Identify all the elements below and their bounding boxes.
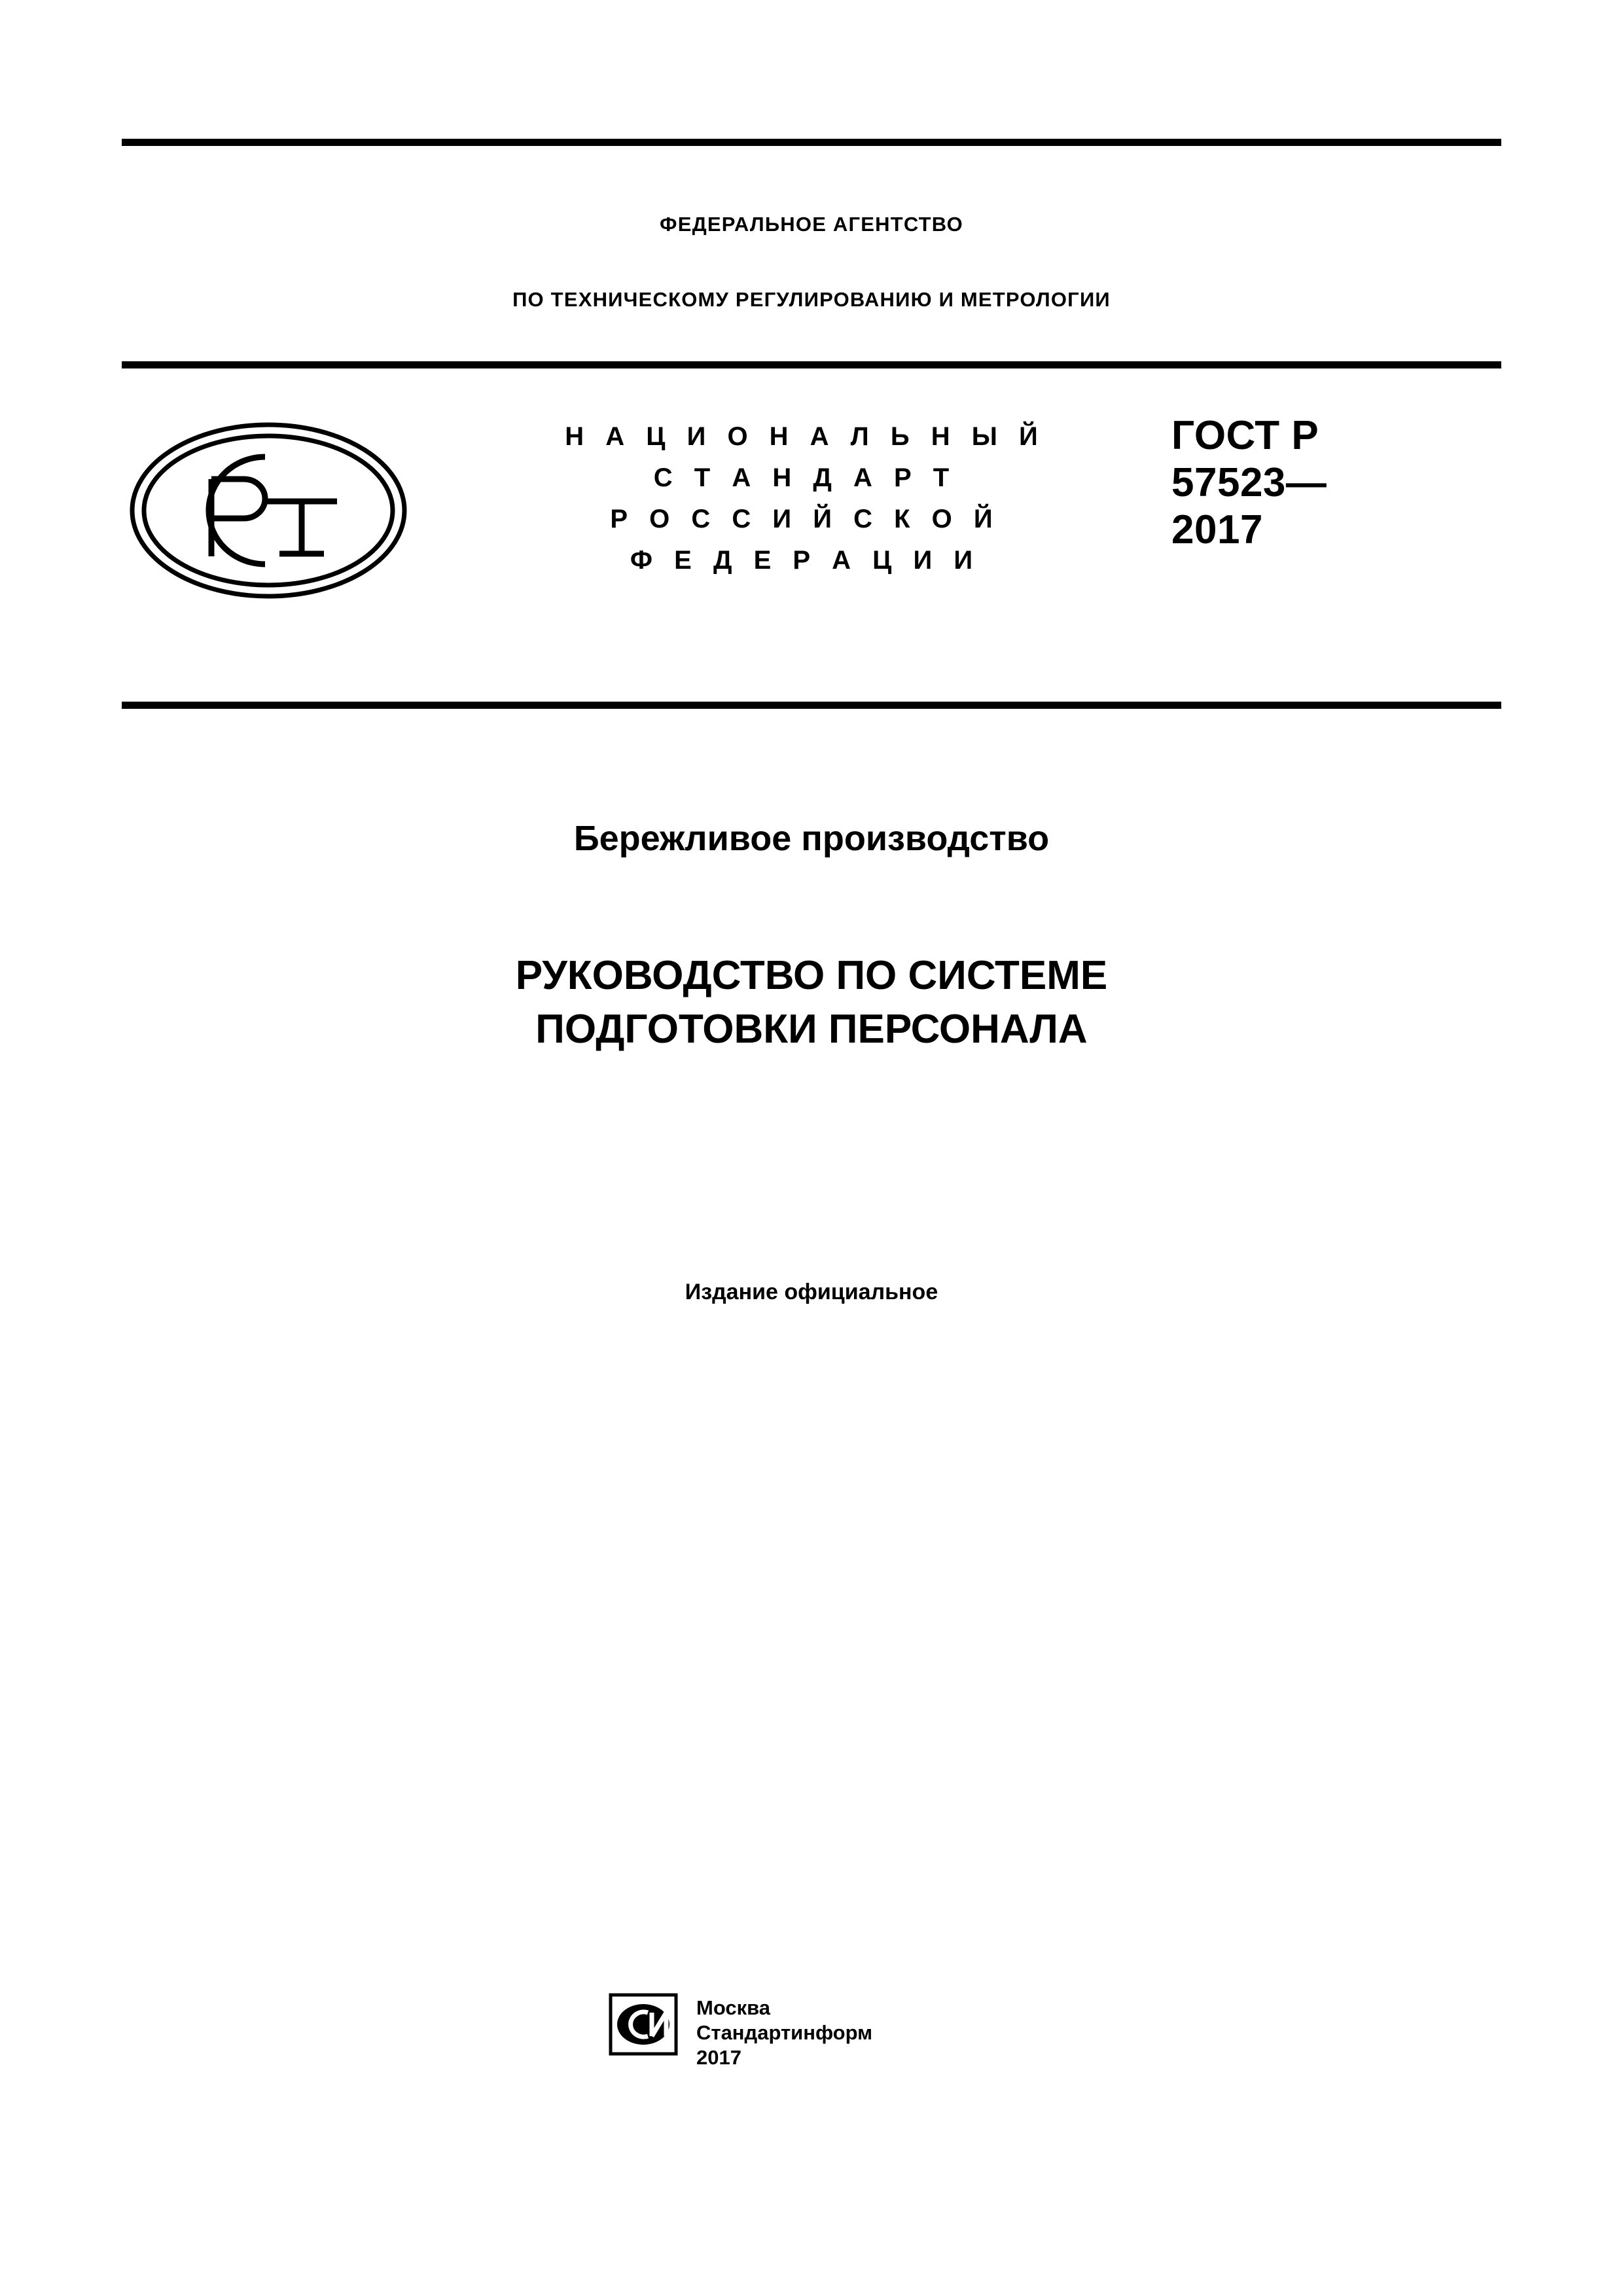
page-title-line-2: ПОДГОТОВКИ ПЕРСОНАЛА — [535, 1007, 1088, 1052]
agency-line-1: ФЕДЕРАЛЬНОЕ АГЕНТСТВО — [660, 213, 963, 236]
publisher-city: Москва — [696, 1996, 770, 2019]
document-subject: Бережливое производство — [573, 819, 1050, 858]
national-standard-block — [458, 416, 1152, 581]
national-line-3: Р О С С И Й С К О Й — [610, 505, 1000, 533]
national-line-2: С Т А Н Д А Р Т — [653, 463, 957, 492]
page-title-line-1: РУКОВОДСТВО ПО СИСТЕМЕ — [515, 953, 1108, 998]
national-line-4: Ф Е Д Е Р А Ц И И — [630, 546, 980, 575]
gost-r-oval-emblem — [128, 419, 409, 602]
edition-note: Издание официальное — [685, 1280, 938, 1304]
national-line-1: Н А Ц И О Н А Л Ь Н Ы Й — [565, 422, 1045, 451]
standard-designation — [1171, 412, 1479, 554]
standard-year: 2017 — [1171, 507, 1263, 552]
standard-code: 57523— — [1171, 460, 1327, 505]
publisher-name: Стандартинформ — [696, 2021, 873, 2044]
agency-line-2: ПО ТЕХНИЧЕСКОМУ РЕГУЛИРОВАНИЮ И МЕТРОЛОГИИ — [512, 288, 1111, 311]
standartinform-logo — [609, 1993, 678, 2056]
publisher-text — [696, 1993, 872, 2070]
divider-middle — [122, 361, 1501, 368]
standard-prefix: ГОСТ Р — [1171, 413, 1319, 458]
divider-bottom — [122, 702, 1501, 709]
divider-top — [122, 139, 1501, 146]
publisher-year: 2017 — [696, 2046, 741, 2069]
page-title — [262, 949, 1361, 1056]
publisher-block — [609, 1993, 1014, 2070]
